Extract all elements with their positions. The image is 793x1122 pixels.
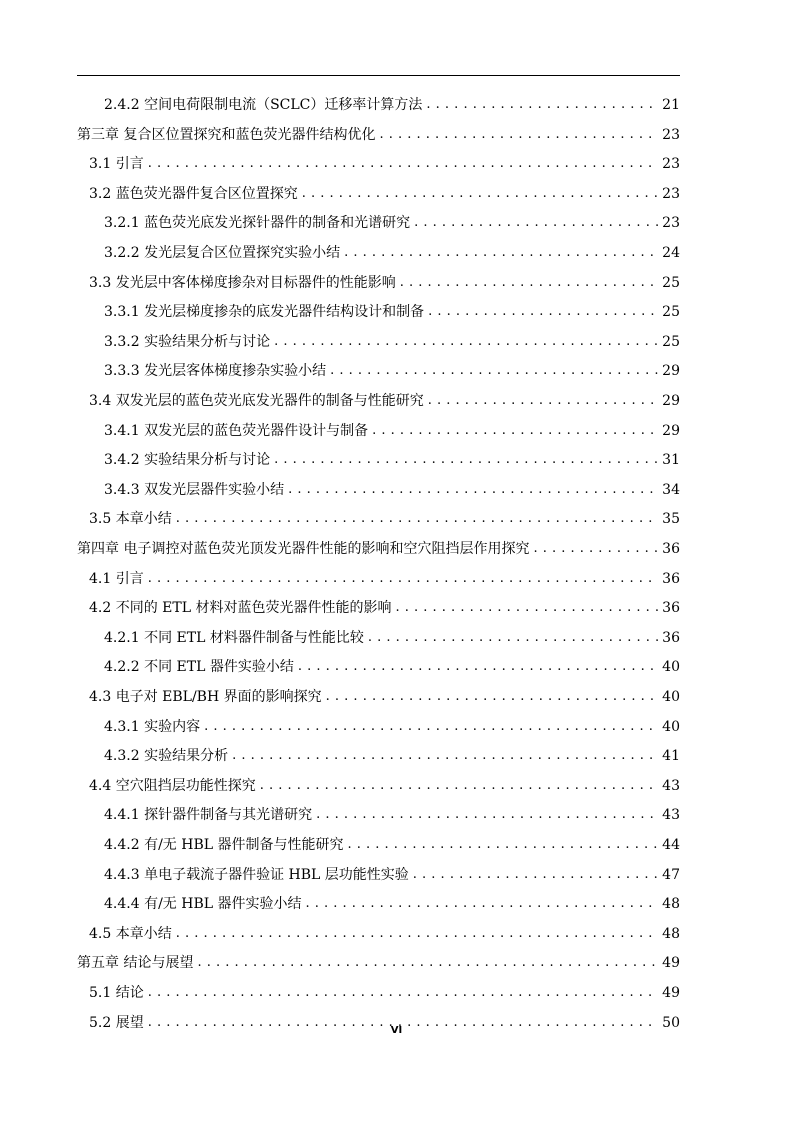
toc-dot-leader <box>176 925 658 943</box>
toc-entry-title: 3.4.1 双发光层的蓝色荧光器件设计与制备 <box>104 422 369 439</box>
toc-dot-leader <box>148 984 658 1002</box>
toc-entry-page: 48 <box>662 925 680 942</box>
toc-entry-title: 3.2 蓝色荧光器件复合区位置探究 <box>89 185 298 202</box>
toc-entry[interactable] <box>104 445 680 469</box>
toc-entry-page: 48 <box>662 896 680 913</box>
toc-entry-title: 3.3.2 实验结果分析与讨论 <box>104 333 271 350</box>
toc-entry-title: 3.2.2 发光层复合区位置探究实验小结 <box>104 245 341 261</box>
toc-entry[interactable] <box>104 889 680 913</box>
toc-dot-leader <box>274 451 658 469</box>
toc-entry-title: 4.3 电子对 EBL/BH 界面的影响探究 <box>89 689 322 705</box>
toc-dot-leader <box>148 155 658 173</box>
toc-entry-title: 3.4.2 实验结果分析与讨论 <box>104 452 271 469</box>
toc-entry[interactable] <box>104 830 680 854</box>
toc-entry-title: 4.4.4 有/无 HBL 器件实验小结 <box>104 896 302 913</box>
toc-entry[interactable] <box>104 652 680 676</box>
toc-entry-title: 第三章 复合区位置探究和蓝色荧光器件结构优化 <box>77 126 376 143</box>
toc-entry[interactable] <box>89 919 680 943</box>
toc-dot-leader <box>344 244 658 262</box>
toc-entry-page: 24 <box>662 245 680 261</box>
toc-entry[interactable] <box>77 534 680 558</box>
toc-entry-page: 36 <box>662 541 680 557</box>
toc-dot-leader <box>347 836 658 854</box>
toc-entry-title: 3.5 本章小结 <box>89 511 172 528</box>
toc-entry-title: 3.3.1 发光层梯度掺杂的底发光器件结构设计和制备 <box>104 304 425 321</box>
toc-entry-title: 5.1 结论 <box>89 985 144 1001</box>
toc-dot-leader <box>413 866 658 884</box>
toc-dot-leader <box>428 392 658 410</box>
toc-entry-title: 5.2 展望 <box>89 1014 144 1031</box>
toc-dot-leader <box>428 303 658 321</box>
toc-entry[interactable] <box>89 386 680 410</box>
toc-entry-title: 3.1 引言 <box>89 156 144 173</box>
toc-entry[interactable] <box>104 297 680 321</box>
toc-entry[interactable] <box>104 238 680 262</box>
toc-entry-page: 43 <box>662 777 680 794</box>
toc-entry-page: 49 <box>662 955 680 972</box>
toc-entry[interactable] <box>89 593 680 617</box>
toc-entry-page: 40 <box>662 689 680 705</box>
toc-entry[interactable] <box>104 623 680 647</box>
toc-entry[interactable] <box>89 504 680 528</box>
toc-entry-page: 50 <box>662 1014 680 1031</box>
toc-entry-page: 25 <box>662 304 680 321</box>
toc-entry-title: 4.3.2 实验结果分析 <box>104 748 229 765</box>
toc-entry-page: 41 <box>662 748 680 765</box>
toc-dot-leader <box>316 806 658 824</box>
toc-entry-page: 31 <box>662 452 680 469</box>
toc-entry-page: 36 <box>662 570 680 587</box>
toc-entry[interactable] <box>104 712 680 736</box>
header-rule <box>77 75 680 76</box>
toc-entry[interactable] <box>89 149 680 173</box>
toc-entry-title: 4.1 引言 <box>89 570 144 587</box>
toc-dot-leader <box>326 688 658 706</box>
toc-dot-leader <box>298 658 658 676</box>
toc-dot-leader <box>274 333 658 351</box>
toc-entry-page: 29 <box>662 393 680 409</box>
toc-entry-title: 4.5 本章小结 <box>89 925 172 942</box>
toc-dot-leader <box>372 422 658 440</box>
toc-entry-page: 21 <box>662 97 680 113</box>
toc-entry[interactable] <box>104 475 680 499</box>
toc-entry-page: 35 <box>662 511 680 528</box>
toc-entry[interactable] <box>89 771 680 795</box>
toc-entry-page: 29 <box>662 422 680 439</box>
page-number: VI <box>390 1025 403 1036</box>
toc-entry[interactable] <box>104 327 680 351</box>
toc-entry[interactable] <box>104 800 680 824</box>
toc-entry-title: 第五章 结论与展望 <box>77 955 194 972</box>
toc-entry[interactable] <box>104 860 680 884</box>
toc-dot-leader <box>176 510 658 528</box>
toc-entry-page: 23 <box>662 215 680 232</box>
toc-entry-page: 40 <box>662 718 680 735</box>
toc-entry-title: 3.4 双发光层的蓝色荧光底发光器件的制备与性能研究 <box>89 393 424 409</box>
toc-dot-leader <box>148 570 658 588</box>
toc-entry-page: 25 <box>662 274 680 291</box>
toc-entry-page: 34 <box>662 481 680 498</box>
toc-entry-page: 36 <box>662 600 680 617</box>
toc-entry[interactable] <box>104 741 680 765</box>
toc-dot-leader <box>395 599 658 617</box>
toc-entry-page: 23 <box>662 185 680 202</box>
toc-dot-leader <box>379 126 658 144</box>
toc-entry[interactable] <box>77 948 680 972</box>
toc-entry[interactable] <box>104 90 680 114</box>
toc-entry-title: 3.2.1 蓝色荧光底发光探针器件的制备和光谱研究 <box>104 215 411 232</box>
toc-dot-leader <box>197 954 658 972</box>
toc-entry-title: 4.4 空穴阻挡层功能性探究 <box>89 777 256 794</box>
toc-entry[interactable] <box>104 416 680 440</box>
toc-entry-page: 43 <box>662 807 680 824</box>
toc-entry[interactable] <box>104 356 680 380</box>
toc-entry[interactable] <box>89 268 680 292</box>
toc-entry-title: 2.4.2 空间电荷限制电流（SCLC）迁移率计算方法 <box>104 97 423 113</box>
toc-entry-page: 29 <box>662 363 680 380</box>
toc-entry-page: 25 <box>662 333 680 350</box>
toc-entry[interactable] <box>89 682 680 706</box>
toc-dot-leader <box>260 777 658 795</box>
toc-dot-leader <box>232 747 658 765</box>
toc-entry-title: 3.3.3 发光层客体梯度掺杂实验小结 <box>104 363 327 380</box>
toc-entry-title: 4.3.1 实验内容 <box>104 718 201 735</box>
toc-entry-page: 23 <box>662 156 680 173</box>
toc-entry-page: 23 <box>662 126 680 143</box>
toc-entry-title: 4.2 不同的 ETL 材料对蓝色荧光器件性能的影响 <box>89 600 392 617</box>
toc-dot-leader <box>426 96 658 114</box>
toc-entry-page: 47 <box>662 866 680 883</box>
toc-entry[interactable] <box>89 564 680 588</box>
toc-entry-page: 44 <box>662 837 680 853</box>
toc-dot-leader <box>288 481 658 499</box>
toc-entry[interactable] <box>77 120 680 144</box>
toc-entry[interactable] <box>104 208 680 232</box>
toc-dot-leader <box>368 629 658 647</box>
toc-dot-leader <box>533 540 658 558</box>
toc-entry-title: 4.2.2 不同 ETL 器件实验小结 <box>104 659 294 676</box>
toc-dot-leader <box>414 214 658 232</box>
toc-entry-title: 3.4.3 双发光层器件实验小结 <box>104 481 285 498</box>
toc-entry-page: 36 <box>662 629 680 646</box>
toc-dot-leader <box>302 185 658 203</box>
toc-dot-leader <box>204 718 658 736</box>
toc-dot-leader <box>400 274 658 292</box>
toc-entry-title: 4.4.2 有/无 HBL 器件制备与性能研究 <box>104 837 344 853</box>
toc-entry-page: 49 <box>662 985 680 1001</box>
toc-entry-page: 40 <box>662 659 680 676</box>
toc-entry-title: 3.3 发光层中客体梯度掺杂对目标器件的性能影响 <box>89 274 396 291</box>
toc-entry-title: 4.2.1 不同 ETL 材料器件制备与性能比较 <box>104 629 364 646</box>
toc-entry[interactable] <box>89 978 680 1002</box>
toc-entry-title: 4.4.1 探针器件制备与其光谱研究 <box>104 807 313 824</box>
toc-entry[interactable] <box>89 179 680 203</box>
toc-dot-leader <box>330 362 658 380</box>
toc-entry-title: 第四章 电子调控对蓝色荧光顶发光器件性能的影响和空穴阻挡层作用探究 <box>77 541 530 557</box>
toc-entry-title: 4.4.3 单电子载流子器件验证 HBL 层功能性实验 <box>104 866 409 883</box>
toc-dot-leader <box>305 895 658 913</box>
